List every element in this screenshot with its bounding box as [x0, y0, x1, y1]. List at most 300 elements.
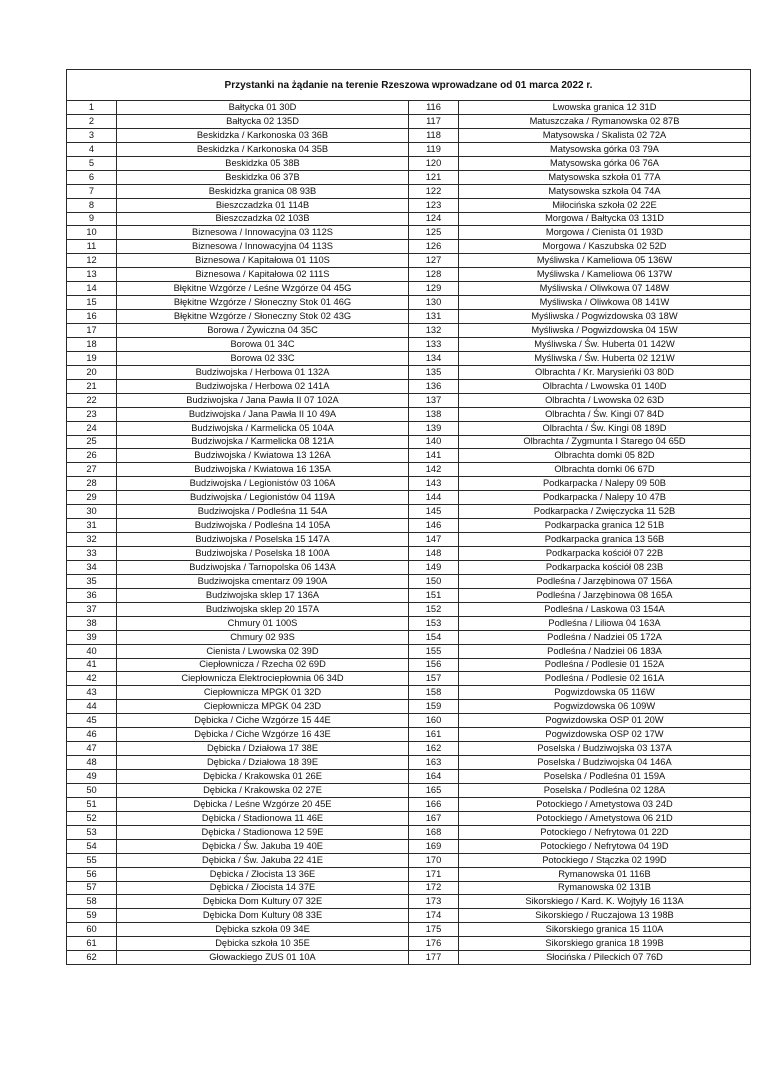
stop-name-right: Olbrachta / Zygmunta I Starego 04 65D [459, 435, 751, 449]
table-row [67, 533, 751, 547]
stop-number-left: 3 [67, 128, 117, 142]
stop-number-right: 143 [409, 477, 459, 491]
stop-name-right: Lwowska granica 12 31D [459, 101, 751, 115]
stop-number-right: 160 [409, 714, 459, 728]
stop-name-right: Olbrachta / Kr. Marysieńki 03 80D [459, 365, 751, 379]
table-row [67, 254, 751, 268]
stop-name-right: Potockiego / Nefrytowa 01 22D [459, 825, 751, 839]
stop-name-right: Myśliwska / Oliwkowa 08 141W [459, 296, 751, 310]
stop-number-right: 145 [409, 505, 459, 519]
stop-number-right: 141 [409, 449, 459, 463]
stop-number-left: 46 [67, 728, 117, 742]
table-row [67, 505, 751, 519]
stop-number-right: 163 [409, 756, 459, 770]
table-row [67, 491, 751, 505]
stop-number-right: 172 [409, 881, 459, 895]
stop-number-right: 134 [409, 351, 459, 365]
stop-number-left: 36 [67, 588, 117, 602]
stop-name-left: Ciepłownicza Elektrociepłownia 06 34D [117, 672, 409, 686]
stop-number-right: 151 [409, 588, 459, 602]
stop-number-left: 45 [67, 714, 117, 728]
stop-number-right: 169 [409, 839, 459, 853]
stop-number-left: 1 [67, 101, 117, 115]
stop-name-left: Ciepłownicza MPGK 04 23D [117, 700, 409, 714]
stop-number-right: 121 [409, 170, 459, 184]
stop-number-right: 131 [409, 310, 459, 324]
stop-name-left: Ciepłownicza / Rzecha 02 69D [117, 658, 409, 672]
stop-name-right: Sikorskiego / Ruczajowa 13 198B [459, 909, 751, 923]
stop-name-right: Potockiego / Ametystowa 06 21D [459, 811, 751, 825]
stop-number-left: 22 [67, 393, 117, 407]
table-row [67, 658, 751, 672]
stop-name-left: Dębicka / Działowa 17 38E [117, 742, 409, 756]
table-row [67, 351, 751, 365]
table-row [67, 212, 751, 226]
stop-name-left: Beskidzka 06 37B [117, 170, 409, 184]
stop-number-right: 168 [409, 825, 459, 839]
table-row [67, 700, 751, 714]
stop-name-left: Budziwojska / Herbowa 01 132A [117, 365, 409, 379]
stop-name-left: Dębicka / Stadionowa 12 59E [117, 825, 409, 839]
stop-number-right: 161 [409, 728, 459, 742]
stop-name-right: Poselska / Budziwojska 03 137A [459, 742, 751, 756]
stop-number-right: 116 [409, 101, 459, 115]
stop-number-left: 54 [67, 839, 117, 853]
table-row [67, 867, 751, 881]
stop-number-right: 147 [409, 533, 459, 547]
stop-number-right: 177 [409, 951, 459, 965]
stop-number-right: 166 [409, 797, 459, 811]
stop-number-right: 132 [409, 324, 459, 338]
stop-name-left: Bieszczadzka 01 114B [117, 198, 409, 212]
stop-name-left: Budziwojska / Karmelicka 05 104A [117, 421, 409, 435]
stop-name-left: Cienista / Lwowska 02 39D [117, 644, 409, 658]
table-row [67, 853, 751, 867]
stop-name-right: Olbrachta / Lwowska 01 140D [459, 379, 751, 393]
table-row [67, 268, 751, 282]
table-row [67, 365, 751, 379]
stop-number-left: 38 [67, 616, 117, 630]
stop-number-left: 52 [67, 811, 117, 825]
stop-name-right: Podkarpacka / Nalepy 09 50B [459, 477, 751, 491]
stop-name-left: Beskidzka / Karkonoska 03 36B [117, 128, 409, 142]
table-row [67, 630, 751, 644]
stop-name-right: Podleśna / Podlesie 02 161A [459, 672, 751, 686]
stop-name-right: Matysowska szkoła 04 74A [459, 184, 751, 198]
stop-name-right: Podkarpacka kościół 07 22B [459, 547, 751, 561]
stop-number-left: 42 [67, 672, 117, 686]
stop-name-left: Budziwojska cmentarz 09 190A [117, 574, 409, 588]
stop-number-left: 18 [67, 337, 117, 351]
table-row [67, 519, 751, 533]
table-row [67, 588, 751, 602]
stop-name-right: Morgowa / Kaszubska 02 52D [459, 240, 751, 254]
table-row [67, 951, 751, 965]
stop-name-left: Chmury 02 93S [117, 630, 409, 644]
stop-number-right: 175 [409, 923, 459, 937]
stop-name-left: Dębicka / Złocista 14 37E [117, 881, 409, 895]
stop-name-right: Myśliwska / Pogwizdowska 03 18W [459, 310, 751, 324]
table-row [67, 184, 751, 198]
stop-name-left: Borowa 02 33C [117, 351, 409, 365]
stop-number-left: 34 [67, 560, 117, 574]
stop-name-right: Myśliwska / Kameliowa 06 137W [459, 268, 751, 282]
stop-number-left: 14 [67, 282, 117, 296]
stop-number-right: 126 [409, 240, 459, 254]
stop-number-right: 174 [409, 909, 459, 923]
table-row [67, 686, 751, 700]
table-row [67, 811, 751, 825]
stop-name-right: Rymanowska 01 116B [459, 867, 751, 881]
stop-number-right: 164 [409, 770, 459, 784]
table-row [67, 421, 751, 435]
stop-number-right: 118 [409, 128, 459, 142]
stop-name-left: Budziwojska / Podleśna 11 54A [117, 505, 409, 519]
stop-number-left: 26 [67, 449, 117, 463]
stop-name-left: Dębicka / Ciche Wzgórze 16 43E [117, 728, 409, 742]
table-row [67, 574, 751, 588]
stop-number-right: 127 [409, 254, 459, 268]
stop-number-left: 7 [67, 184, 117, 198]
stop-name-left: Biznesowa / Kapitałowa 01 110S [117, 254, 409, 268]
table-row [67, 114, 751, 128]
stop-number-right: 157 [409, 672, 459, 686]
stop-number-left: 61 [67, 937, 117, 951]
stop-number-left: 47 [67, 742, 117, 756]
stop-name-right: Podleśna / Nadziei 06 183A [459, 644, 751, 658]
stop-number-left: 21 [67, 379, 117, 393]
stop-name-left: Budziwojska / Jana Pawła II 07 102A [117, 393, 409, 407]
stop-name-left: Dębicka / Krakowska 01 26E [117, 770, 409, 784]
stop-number-left: 23 [67, 407, 117, 421]
stop-number-left: 5 [67, 156, 117, 170]
stop-number-left: 59 [67, 909, 117, 923]
stop-number-left: 49 [67, 770, 117, 784]
stop-number-left: 37 [67, 602, 117, 616]
stop-number-left: 28 [67, 477, 117, 491]
stop-name-right: Myśliwska / Kameliowa 05 136W [459, 254, 751, 268]
stop-number-right: 146 [409, 519, 459, 533]
stop-number-right: 133 [409, 337, 459, 351]
stop-name-right: Myśliwska / Oliwkowa 07 148W [459, 282, 751, 296]
stop-name-left: Bieszczadzka 02 103B [117, 212, 409, 226]
stop-number-left: 13 [67, 268, 117, 282]
stop-name-right: Podkarpacka / Zwięczycka 11 52B [459, 505, 751, 519]
stop-number-left: 2 [67, 114, 117, 128]
stop-name-left: Budziwojska / Legionistów 03 106A [117, 477, 409, 491]
table-row [67, 909, 751, 923]
table-row [67, 240, 751, 254]
stop-name-left: Bałtycka 02 135D [117, 114, 409, 128]
stop-name-left: Budziwojska sklep 20 157A [117, 602, 409, 616]
table-row [67, 783, 751, 797]
stop-number-right: 117 [409, 114, 459, 128]
stop-name-left: Budziwojska / Herbowa 02 141A [117, 379, 409, 393]
stop-number-right: 120 [409, 156, 459, 170]
stop-name-left: Dębicka / Św. Jakuba 19 40E [117, 839, 409, 853]
stop-name-left: Dębicka szkoła 09 34E [117, 923, 409, 937]
stop-number-left: 8 [67, 198, 117, 212]
stop-number-right: 124 [409, 212, 459, 226]
stop-number-right: 136 [409, 379, 459, 393]
stop-name-right: Olbrachta / Św. Kingi 08 189D [459, 421, 751, 435]
stop-number-left: 16 [67, 310, 117, 324]
stop-name-left: Budziwojska / Legionistów 04 119A [117, 491, 409, 505]
stop-name-right: Podleśna / Laskowa 03 154A [459, 602, 751, 616]
stop-name-left: Dębicka / Krakowska 02 27E [117, 783, 409, 797]
table-row [67, 449, 751, 463]
stop-name-left: Dębicka / Leśne Wzgórze 20 45E [117, 797, 409, 811]
stop-number-right: 159 [409, 700, 459, 714]
table-row [67, 825, 751, 839]
stop-name-right: Matysowska / Skalista 02 72A [459, 128, 751, 142]
stop-name-right: Pogwizdowska 05 116W [459, 686, 751, 700]
stop-number-left: 19 [67, 351, 117, 365]
stop-number-right: 128 [409, 268, 459, 282]
table-row [67, 742, 751, 756]
table-row [67, 602, 751, 616]
stop-name-right: Rymanowska 02 131B [459, 881, 751, 895]
stop-number-left: 39 [67, 630, 117, 644]
stop-number-right: 173 [409, 895, 459, 909]
stop-number-left: 32 [67, 533, 117, 547]
stop-number-left: 6 [67, 170, 117, 184]
stop-name-right: Myśliwska / Św. Huberta 01 142W [459, 337, 751, 351]
stop-name-right: Podleśna / Jarzębinowa 08 165A [459, 588, 751, 602]
stop-number-left: 55 [67, 853, 117, 867]
stop-name-left: Błękitne Wzgórze / Słoneczny Stok 02 43G [117, 310, 409, 324]
table-row [67, 937, 751, 951]
stop-number-right: 135 [409, 365, 459, 379]
table-body [67, 101, 751, 965]
stop-name-left: Głowackiego ZUS 01 10A [117, 951, 409, 965]
stop-name-left: Beskidzka granica 08 93B [117, 184, 409, 198]
stop-name-left: Ciepłownicza MPGK 01 32D [117, 686, 409, 700]
table-row [67, 477, 751, 491]
stop-name-left: Budziwojska / Kwiatowa 16 135A [117, 463, 409, 477]
table-row [67, 407, 751, 421]
table-row [67, 337, 751, 351]
table-row [67, 881, 751, 895]
stop-number-left: 44 [67, 700, 117, 714]
table-row [67, 379, 751, 393]
stop-number-right: 152 [409, 602, 459, 616]
stop-name-right: Podleśna / Jarzębinowa 07 156A [459, 574, 751, 588]
table-row [67, 923, 751, 937]
stop-number-left: 33 [67, 547, 117, 561]
stop-number-right: 149 [409, 560, 459, 574]
stop-name-right: Podkarpacka granica 12 51B [459, 519, 751, 533]
stop-name-left: Beskidzka 05 38B [117, 156, 409, 170]
stop-name-left: Dębicka Dom Kultury 07 32E [117, 895, 409, 909]
stop-name-right: Olbrachta domki 05 82D [459, 449, 751, 463]
stop-number-left: 56 [67, 867, 117, 881]
stop-name-right: Morgowa / Cienista 01 193D [459, 226, 751, 240]
table-row [67, 547, 751, 561]
stop-number-right: 170 [409, 853, 459, 867]
stop-name-left: Beskidzka / Karkonoska 04 35B [117, 142, 409, 156]
stop-name-right: Podkarpacka kościół 08 23B [459, 560, 751, 574]
table-row [67, 198, 751, 212]
table-row [67, 435, 751, 449]
stop-number-left: 30 [67, 505, 117, 519]
stop-number-left: 29 [67, 491, 117, 505]
stop-name-left: Budziwojska / Poselska 15 147A [117, 533, 409, 547]
stop-number-left: 51 [67, 797, 117, 811]
table-row [67, 128, 751, 142]
stop-name-left: Dębicka Dom Kultury 08 33E [117, 909, 409, 923]
stop-number-left: 15 [67, 296, 117, 310]
stop-name-right: Olbrachta / Lwowska 02 63D [459, 393, 751, 407]
stop-number-left: 12 [67, 254, 117, 268]
stop-number-right: 122 [409, 184, 459, 198]
stop-number-right: 155 [409, 644, 459, 658]
table-row [67, 324, 751, 338]
stop-number-right: 158 [409, 686, 459, 700]
table-row [67, 282, 751, 296]
stop-number-left: 35 [67, 574, 117, 588]
stop-name-left: Budziwojska / Jana Pawła II 10 49A [117, 407, 409, 421]
table-row [67, 839, 751, 853]
stop-number-left: 24 [67, 421, 117, 435]
stop-name-left: Budziwojska / Tarnopolska 06 143A [117, 560, 409, 574]
stop-name-right: Słocińska / Pileckich 07 76D [459, 951, 751, 965]
table-row [67, 296, 751, 310]
stop-name-right: Poselska / Podleśna 02 128A [459, 783, 751, 797]
stop-name-right: Pogwizdowska 06 109W [459, 700, 751, 714]
stop-name-right: Matysowska górka 03 79A [459, 142, 751, 156]
stop-name-right: Podleśna / Podlesie 01 152A [459, 658, 751, 672]
stop-number-right: 137 [409, 393, 459, 407]
stop-number-right: 171 [409, 867, 459, 881]
stop-number-left: 27 [67, 463, 117, 477]
stop-number-right: 138 [409, 407, 459, 421]
stop-name-right: Morgowa / Bałtycka 03 131D [459, 212, 751, 226]
table-row [67, 895, 751, 909]
stop-number-right: 165 [409, 783, 459, 797]
stop-number-left: 25 [67, 435, 117, 449]
stop-number-right: 162 [409, 742, 459, 756]
table-row [67, 310, 751, 324]
stop-name-right: Podleśna / Liliowa 04 163A [459, 616, 751, 630]
table-row [67, 463, 751, 477]
stop-number-right: 176 [409, 937, 459, 951]
stop-number-right: 123 [409, 198, 459, 212]
stop-number-left: 10 [67, 226, 117, 240]
stop-number-left: 48 [67, 756, 117, 770]
stop-number-right: 150 [409, 574, 459, 588]
stop-name-right: Podkarpacka / Nalepy 10 47B [459, 491, 751, 505]
stop-name-left: Borowa 01 34C [117, 337, 409, 351]
stop-name-right: Pogwizdowska OSP 01 20W [459, 714, 751, 728]
table-row [67, 728, 751, 742]
stop-name-right: Matysowska górka 06 76A [459, 156, 751, 170]
stop-number-left: 41 [67, 658, 117, 672]
stop-number-left: 60 [67, 923, 117, 937]
stop-name-right: Poselska / Budziwojska 04 146A [459, 756, 751, 770]
stop-name-right: Olbrachta domki 06 67D [459, 463, 751, 477]
stop-name-left: Dębicka szkoła 10 35E [117, 937, 409, 951]
stop-name-left: Dębicka / Ciche Wzgórze 15 44E [117, 714, 409, 728]
stop-number-right: 130 [409, 296, 459, 310]
stop-name-right: Pogwizdowska OSP 02 17W [459, 728, 751, 742]
stop-number-left: 43 [67, 686, 117, 700]
stop-number-right: 125 [409, 226, 459, 240]
stop-name-left: Dębicka / Złocista 13 36E [117, 867, 409, 881]
table-row [67, 156, 751, 170]
stop-number-left: 9 [67, 212, 117, 226]
table-row [67, 797, 751, 811]
stop-name-right: Matysowska szkoła 01 77A [459, 170, 751, 184]
table-row [67, 170, 751, 184]
stop-name-left: Biznesowa / Innowacyjna 04 113S [117, 240, 409, 254]
table-row [67, 770, 751, 784]
stop-name-left: Budziwojska / Podleśna 14 105A [117, 519, 409, 533]
stop-number-left: 57 [67, 881, 117, 895]
stop-number-right: 156 [409, 658, 459, 672]
table-row [67, 672, 751, 686]
stop-name-left: Budziwojska sklep 17 136A [117, 588, 409, 602]
stop-number-right: 129 [409, 282, 459, 296]
table-row [67, 756, 751, 770]
stop-name-left: Bałtycka 01 30D [117, 101, 409, 115]
stop-number-right: 119 [409, 142, 459, 156]
table-row [67, 101, 751, 115]
stop-name-right: Sikorskiego / Kard. K. Wojtyły 16 113A [459, 895, 751, 909]
table-row [67, 560, 751, 574]
stop-name-right: Myśliwska / Pogwizdowska 04 15W [459, 324, 751, 338]
stop-number-right: 139 [409, 421, 459, 435]
stop-number-right: 153 [409, 616, 459, 630]
stop-name-left: Chmury 01 100S [117, 616, 409, 630]
stop-number-right: 148 [409, 547, 459, 561]
stop-name-right: Podleśna / Nadziei 05 172A [459, 630, 751, 644]
table-row [67, 644, 751, 658]
stop-name-right: Podkarpacka granica 13 56B [459, 533, 751, 547]
table-row [67, 714, 751, 728]
stop-name-left: Borowa / Żywiczna 04 35C [117, 324, 409, 338]
stop-number-right: 167 [409, 811, 459, 825]
stop-name-right: Olbrachta / Św. Kingi 07 84D [459, 407, 751, 421]
stop-name-right: Potockiego / Nefrytowa 04 19D [459, 839, 751, 853]
stop-name-right: Poselska / Podleśna 01 159A [459, 770, 751, 784]
stop-name-right: Potockiego / Stączka 02 199D [459, 853, 751, 867]
stop-name-left: Błękitne Wzgórze / Słoneczny Stok 01 46G [117, 296, 409, 310]
stop-name-right: Sikorskiego granica 18 199B [459, 937, 751, 951]
stop-number-left: 31 [67, 519, 117, 533]
stop-name-right: Miłocińska szkoła 02 22E [459, 198, 751, 212]
stop-name-left: Budziwojska / Karmelicka 08 121A [117, 435, 409, 449]
stop-number-left: 53 [67, 825, 117, 839]
stop-name-right: Myśliwska / Św. Huberta 02 121W [459, 351, 751, 365]
stop-number-left: 58 [67, 895, 117, 909]
stop-name-left: Błękitne Wzgórze / Leśne Wzgórze 04 45G [117, 282, 409, 296]
stop-number-left: 62 [67, 951, 117, 965]
stop-number-right: 142 [409, 463, 459, 477]
stop-number-left: 11 [67, 240, 117, 254]
stop-number-left: 17 [67, 324, 117, 338]
stop-number-right: 144 [409, 491, 459, 505]
stop-name-right: Sikorskiego granica 15 110A [459, 923, 751, 937]
stop-name-left: Budziwojska / Poselska 18 100A [117, 547, 409, 561]
stop-name-right: Potockiego / Ametystowa 03 24D [459, 797, 751, 811]
page-title: Przystanki na żądanie na terenie Rzeszowa wprowadzane od 01 marca 2022 r. [67, 70, 751, 101]
stop-name-left: Dębicka / Stadionowa 11 46E [117, 811, 409, 825]
stop-number-right: 154 [409, 630, 459, 644]
stop-number-left: 40 [67, 644, 117, 658]
stop-name-left: Budziwojska / Kwiatowa 13 126A [117, 449, 409, 463]
table-row [67, 142, 751, 156]
